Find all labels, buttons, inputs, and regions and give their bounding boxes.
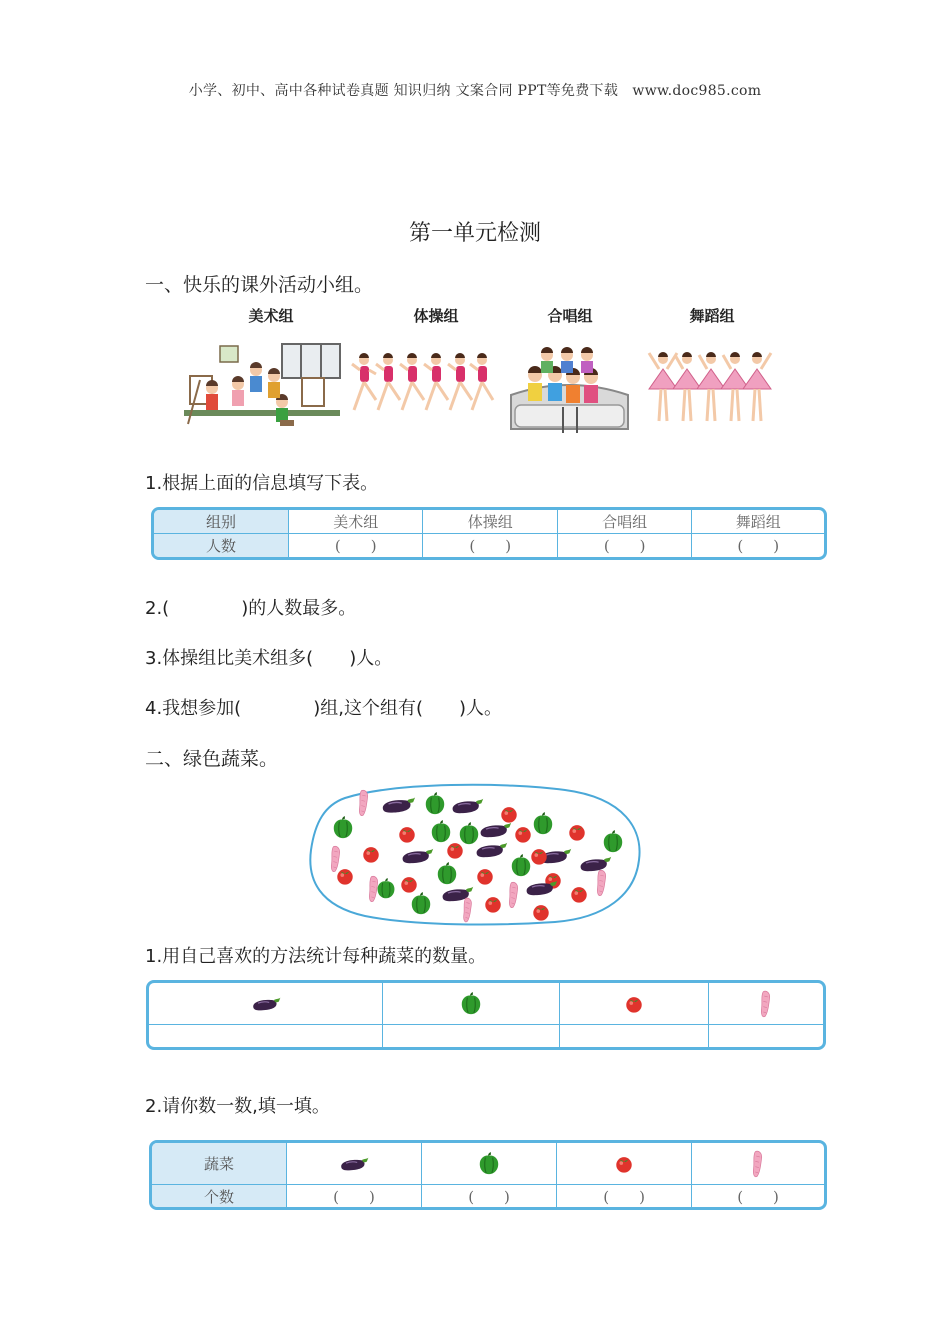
tally-cell-pepper[interactable]: [383, 1025, 560, 1047]
question-2-1: 1.用自己喜欢的方法统计每种蔬菜的数量。: [145, 946, 487, 967]
tally-cell-sweet-potato[interactable]: [709, 1025, 823, 1047]
count-blank-pepper[interactable]: ( ): [422, 1185, 557, 1207]
group-count-table: [151, 507, 827, 560]
answer-blank-art[interactable]: ( ): [289, 534, 423, 557]
tally-header-eggplant: [149, 983, 383, 1025]
table2-header-pepper: [422, 1143, 557, 1185]
tally-cell-eggplant[interactable]: [149, 1025, 383, 1047]
sweet-potato-icon: [758, 989, 774, 1019]
count-blank-eggplant[interactable]: ( ): [287, 1185, 422, 1207]
site-header: 小学、初中、高中各种试卷真题 知识归纳 文案合同 PPT等免费下载 www.doc985.com: [188, 83, 762, 99]
tally-header-tomato: [560, 983, 709, 1025]
table2-header-sweet-potato: [692, 1143, 824, 1185]
table-row2-label: 人数: [154, 534, 289, 557]
answer-blank-choir[interactable]: ( ): [558, 534, 692, 557]
group-label-dance: 舞蹈组: [689, 307, 735, 325]
table-col-dance: 舞蹈组: [692, 510, 824, 534]
section2-heading: 二、绿色蔬菜。: [145, 748, 279, 770]
sweet-potato-icon: [750, 1149, 766, 1179]
tomato-icon: [624, 994, 644, 1014]
dance-group-illustration: [645, 345, 775, 430]
pepper-icon: [477, 1152, 501, 1176]
table-col-choir: 合唱组: [558, 510, 692, 534]
table-col-gym: 体操组: [423, 510, 557, 534]
table2-header-eggplant: [287, 1143, 422, 1185]
count-blank-sweet-potato[interactable]: ( ): [737, 1187, 779, 1206]
section1-heading: 一、快乐的课外活动小组。: [145, 274, 374, 296]
table-col-art: 美术组: [289, 510, 423, 534]
page-title: 第一单元检测: [408, 221, 541, 246]
eggplant-icon: [338, 1154, 370, 1174]
vegetable-field-illustration: [305, 780, 645, 927]
table2-row2-label: 个数: [152, 1185, 287, 1207]
group-label-gym: 体操组: [413, 307, 459, 325]
answer-blank-gym[interactable]: ( ): [423, 534, 557, 557]
question-1-4: 4.我想参加( )组,这个组有( )人。: [145, 698, 502, 719]
gym-group-illustration: [350, 350, 495, 422]
vegetable-count-table: [149, 1140, 827, 1210]
tomato-icon: [614, 1154, 634, 1174]
question-1-2: 2.( )的人数最多。: [145, 598, 357, 619]
count-blank-tomato[interactable]: ( ): [557, 1185, 692, 1207]
tally-header-pepper: [383, 983, 560, 1025]
pepper-icon: [459, 992, 483, 1016]
tally-table: [146, 980, 826, 1050]
table2-header-tomato: [557, 1143, 692, 1185]
tally-header-sweet-potato: [709, 983, 823, 1025]
question-1-1: 1.根据上面的信息填写下表。: [145, 473, 379, 494]
tally-cell-tomato[interactable]: [560, 1025, 709, 1047]
question-1-3: 3.体操组比美术组多( )人。: [145, 648, 393, 669]
group-label-choir: 合唱组: [547, 307, 593, 325]
table-row1-label: 组别: [154, 510, 289, 534]
art-group-illustration: [182, 340, 344, 434]
group-label-art: 美术组: [248, 307, 294, 325]
answer-blank-dance[interactable]: ( ): [737, 537, 780, 556]
eggplant-icon: [250, 994, 282, 1014]
table2-row1-label: 蔬菜: [152, 1143, 287, 1185]
choir-group-illustration: [507, 345, 632, 435]
question-2-2: 2.请你数一数,填一填。: [145, 1096, 330, 1117]
